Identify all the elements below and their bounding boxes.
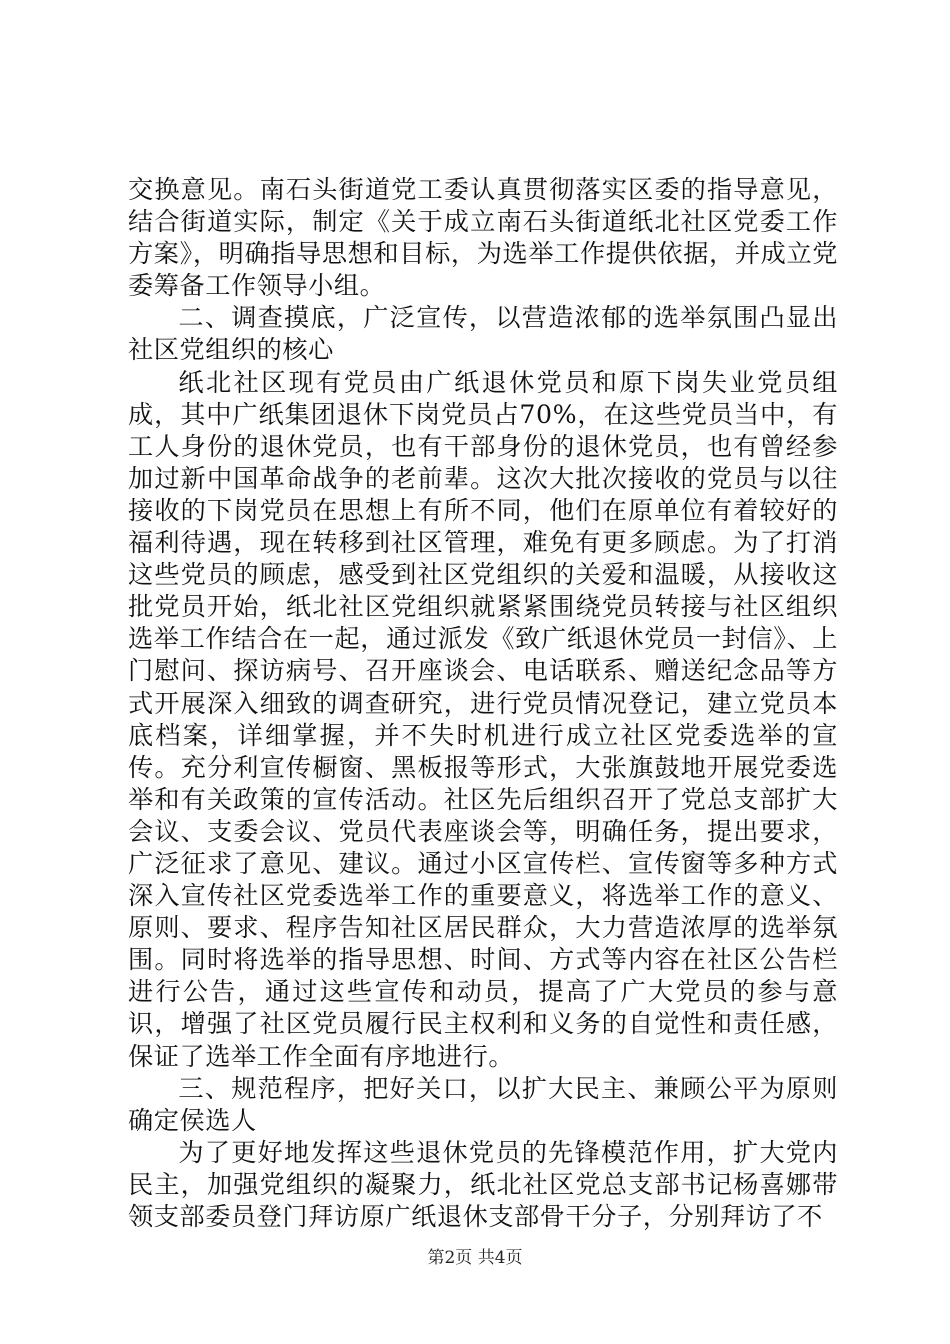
section-heading-3: 三、规范程序，把好关口，以扩大民主、兼顾公平为原则确定侯选人: [128, 1073, 838, 1135]
paragraph-3: 纸北社区现有党员由广纸退休党员和原下岗失业党员组成，其中广纸集团退休下岗党员占70%，在这些党员当中，有工人身份的退休党员，也有干部身份的退休党员，也有曾经参加过新中国革命战争的老前辈。这次大批次接收的党员与以往接收的下岗党员在思想上有所不同，他们在原单位有着较好的福利待遇，现在转移到社区管理，难免有更多顾虑。为了打消这些党员的顾虑，感受到社区党组织的关爱和温暖，从接收这批党员开始，纸北社区党组织就紧紧围绕党员转接与社区组织选举工作结合在一起，通过派发《致广纸退休党员一封信》、上门慰问、探访病号、召开座谈会、电话联系、赠送纪念品等方式开展深入细致的调查研究，进行党员情况登记，建立党员本底档案，详细掌握，并不失时机进行成立社区党委选举的宣传。充分利宣传橱窗、黑板报等形式，大张旗鼓地开展党委选举和有关政策的宣传活动。社区先后组织召开了党总支部扩大会议、支委会议、党员代表座谈会等，明确任务，提出要求，广泛征求了意见、建议。通过小区宣传栏、宣传窗等多种方式深入宣传社区党委选举工作的重要意义，将选举工作的意义、原则、要求、程序告知社区居民群众，大力营造浓厚的选举氛围。同时将选举的指导思想、时间、方式等内容在社区公告栏进行公告，通过这些宣传和动员，提高了广大党员的参与意识，增强了社区党员履行民主权利和义务的自觉性和责任感，保证了选举工作全面有序地进行。: [128, 367, 838, 1071]
paragraph-5: 为了更好地发挥这些退休党员的先锋模范作用，扩大党内民主，加强党组织的凝聚力，纸北社区党总支部书记杨喜娜带领支部委员登门拜访原广纸退休支部骨干分子，分别拜访了不: [128, 1137, 838, 1231]
page-number-footer: 第2页 共4页: [427, 1248, 523, 1268]
paragraph-1: 交换意见。南石头街道党工委认真贯彻落实区委的指导意见，结合街道实际，制定《关于成立南石头街道纸北社区党委工作方案》，明确指导思想和目标，为选举工作提供依据，并成立党委筹备工作领导小组。: [128, 175, 838, 301]
section-heading-2: 二、调查摸底，广泛宣传，以营造浓郁的选举氛围凸显出社区党组织的核心: [128, 303, 838, 365]
document-body: [128, 174, 838, 1233]
